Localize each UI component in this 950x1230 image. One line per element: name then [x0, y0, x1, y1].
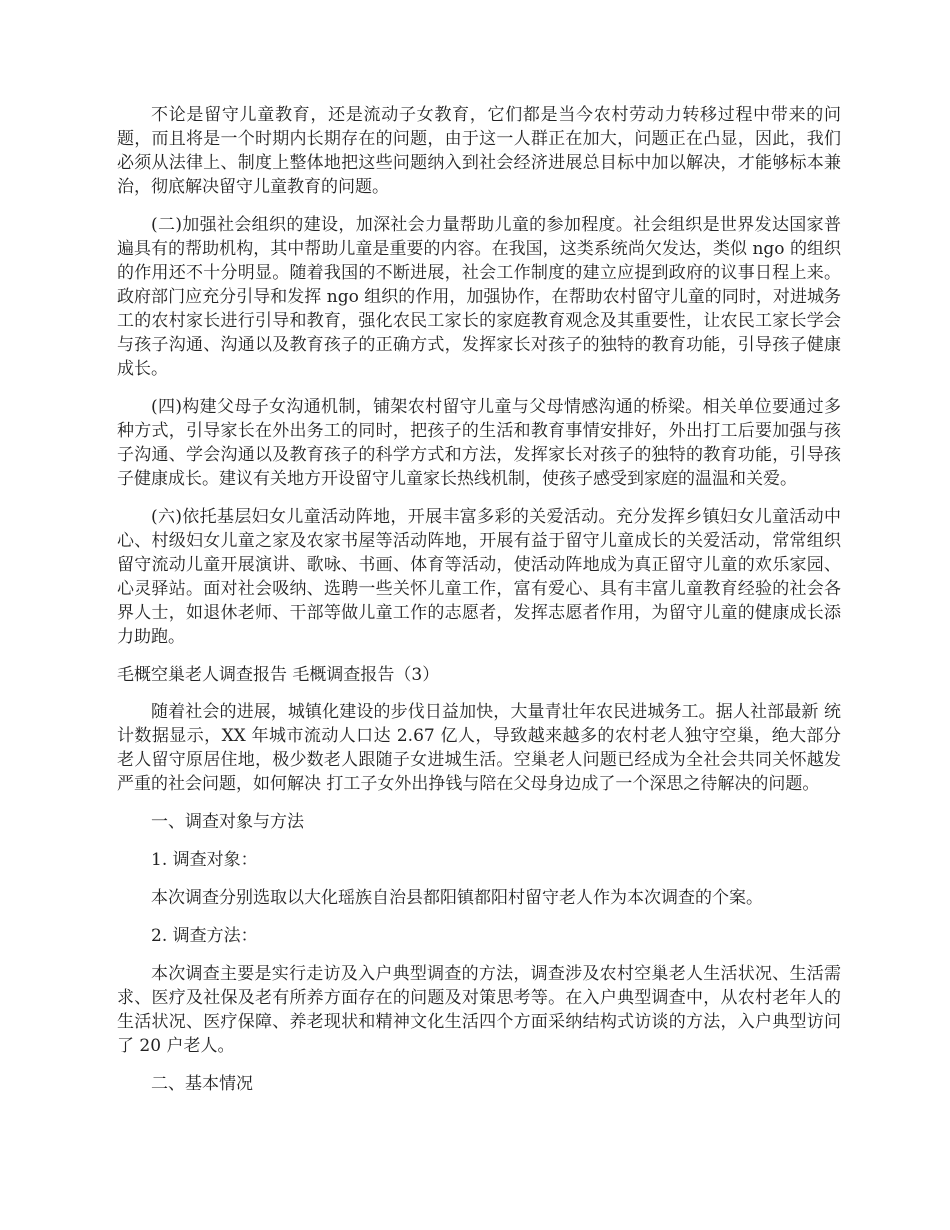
document-page	[117, 103, 841, 1110]
heading-basic-situation: 二、基本情况	[151, 1074, 253, 1094]
heading-survey-subjects-methods: 一、调查对象与方法	[151, 812, 304, 832]
paragraph-social-organizations: (二)加强社会组织的建设，加深社会力量帮助儿童的参加程度。社会组织是世界发达国家普遍具有的帮助机构，其中帮助儿童是重要的内容。在我国，这类系统尚欠发达，类似 ngo 的组织的作用还不十分明显。随着我国的不断进展，社会工作制度的建立应提到政府的议事日程上来。政府部门应充分引导和发挥 ngo 组织的作用，加强协作，在帮助农村留守儿童的同时，对进城务工的农村家长进行引导和教育，强化农民工家长的家庭教育观念及其重要性，让农民工家长学会与孩子沟通、沟通以及教育孩子的正确方式，发挥家长对孩子的独特的教育功能，引导孩子健康成长。	[117, 215, 841, 379]
paragraph-left-behind-education: 不论是留守儿童教育，还是流动子女教育，它们都是当今农村劳动力转移过程中带来的问题，而且将是一个时期内长期存在的问题，由于这一人群正在加大，问题正在凸显，因此，我们必须从法律上、制度上整体地把这些问题纳入到社会经济进展总目标中加以解决，才能够标本兼治，彻底解决留守儿童教育的问题。	[117, 105, 841, 197]
paragraph-survey-subjects: 本次调查分别选取以大化瑶族自治县都阳镇都阳村留守老人作为本次调查的个案。	[151, 888, 763, 908]
heading-survey-method: 2. 调查方法：	[151, 926, 258, 946]
heading-survey-subjects: 1. 调查对象：	[151, 850, 258, 870]
paragraph-parent-child-communication: (四)构建父母子女沟通机制，铺架农村留守儿童与父母情感沟通的桥梁。相关单位要通过多种方式，引导家长在外出务工的同时，把孩子的生活和教育事情安排好，外出打工后要加强与孩子沟通、学会沟通以及教育孩子的科学方式和方法，发挥家长对孩子的独特的教育功能，引导孩子健康成长。建议有关地方开设留守儿童家长热线机制，使孩子感受到家庭的温温和关爱。	[117, 397, 841, 489]
section-heading-report-3: 毛概空巢老人调查报告 毛概调查报告（3）	[117, 665, 440, 685]
paragraph-survey-method: 本次调查主要是实行走访及入户典型调查的方法，调查涉及农村空巢老人生活状况、生活需求、医疗及社保及老有所养方面存在的问题及对策思考等。在入户典型调查中，从农村老年人的生活状况、医疗保障、养老现状和精神文化生活四个方面采纳结构式访谈的方法，入户典型访问了 20 户老人。	[117, 964, 841, 1056]
paragraph-urbanization-intro: 随着社会的进展，城镇化建设的步伐日益加快，大量青壮年农民进城务工。据人社部最新 统计数据显示，XX 年城市流动人口达 2.67 亿人，导致越来越多的农村老人独守空巢，绝大部分老人留守原居住地，极少数老人跟随子女进城生活。空巢老人问题已经成为全社会共同关怀越发严重的社会问题，如何解决 打工子女外出挣钱与陪在父母身边成了一个深思之待解决的问题。	[117, 702, 841, 794]
paragraph-care-activities: (六)依托基层妇女儿童活动阵地，开展丰富多彩的关爱活动。充分发挥乡镇妇女儿童活动中心、村级妇女儿童之家及农家书屋等活动阵地，开展有益于留守儿童成长的关爱活动，常常组织留守流动儿童开展演讲、歌咏、书画、体育等活动，使活动阵地成为真正留守儿童的欢乐家园、心灵驿站。面对社会吸纳、选聘一些关怀儿童工作，富有爱心、具有丰富儿童教育经验的社会各界人士，如退休老师、干部等做儿童工作的志愿者，发挥志愿者作用，为留守儿童的健康成长添力助跑。	[117, 507, 841, 647]
